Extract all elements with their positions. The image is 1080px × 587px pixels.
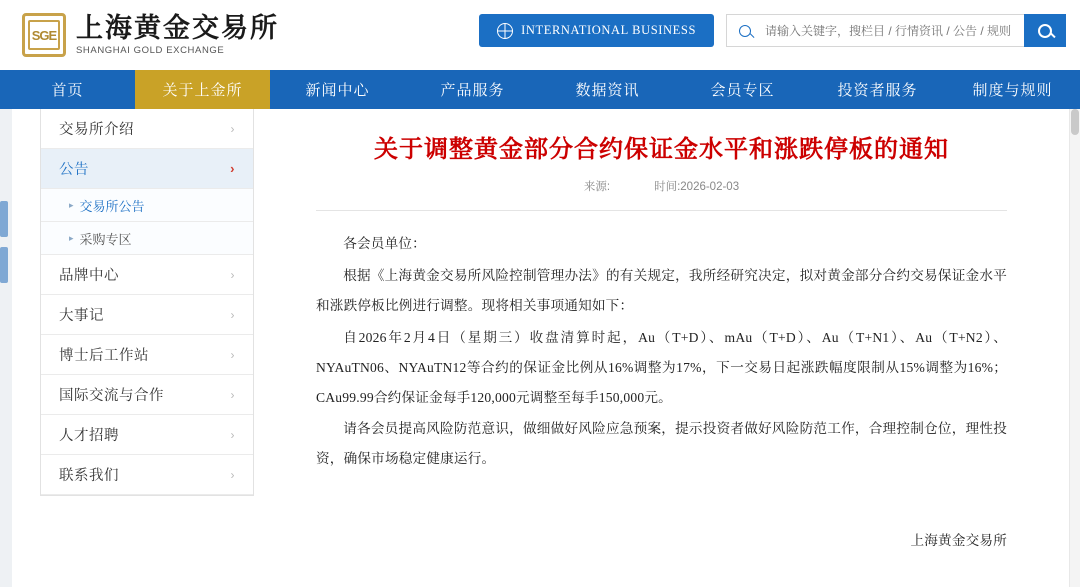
sge-logo-mark-text: SGE xyxy=(28,20,60,50)
chevron-right-icon: › xyxy=(230,121,235,136)
nav-item-products[interactable]: 产品服务 xyxy=(440,82,505,99)
site-logo[interactable] xyxy=(22,13,279,57)
left-decoration-stripe xyxy=(0,109,12,587)
chevron-right-icon: › xyxy=(230,307,235,322)
nav-item-members[interactable]: 会员专区 xyxy=(710,82,775,99)
sidebar xyxy=(40,109,254,496)
chevron-right-icon: › xyxy=(230,267,235,282)
article-paragraph: 自2026年2月4日（星期三）收盘清算时起，Au（T+D）、mAu（T+D）、Au（T+N1）、Au（T+N2）、NYAuTN06、NYAuTN12等合约的保证金比例从16%调整为17%，下一交易日起涨跌幅度限制从15%调整为16%；CAu99.99合约保证金每手120,000元调整至每手150,000元。 xyxy=(316,329,1007,405)
nav-item-home[interactable]: 首页 xyxy=(51,82,84,99)
body-area xyxy=(0,109,1080,587)
article-paragraph: 请各会员提高风险防范意识，做细做好风险应急预案，提示投资者做好风险防范工作，合理控制仓位，理性投资，确保市场稳定健康运行。 xyxy=(316,421,1007,467)
site-header xyxy=(0,0,1080,70)
bullet-icon: ▸ xyxy=(69,232,74,243)
sidebar-item-exchange-intro[interactable] xyxy=(41,109,253,149)
sidebar-item-recruitment[interactable] xyxy=(41,415,253,455)
sidebar-item-announcements[interactable] xyxy=(41,149,253,189)
sidebar-item-label: 交易所介绍 xyxy=(59,122,134,138)
sidebar-item-label: 大事记 xyxy=(59,308,104,324)
international-business-button[interactable] xyxy=(479,14,714,47)
chevron-right-icon: › xyxy=(230,347,235,362)
nav-item-rules[interactable]: 制度与规则 xyxy=(972,82,1053,99)
header-actions xyxy=(479,14,1066,47)
nav-item-news[interactable]: 新闻中心 xyxy=(305,82,370,99)
article-meta xyxy=(316,178,1007,194)
left-stripe-accent-1 xyxy=(0,201,8,237)
sidebar-item-brand-center[interactable] xyxy=(41,255,253,295)
sidebar-subitem-exchange-announcements[interactable] xyxy=(41,189,253,222)
sidebar-subitem-label: 交易所公告 xyxy=(79,198,145,214)
sidebar-item-postdoc-station[interactable] xyxy=(41,335,253,375)
international-business-label: INTERNATIONAL BUSINESS xyxy=(521,23,696,37)
chevron-right-icon: › xyxy=(230,387,235,402)
sidebar-item-label: 国际交流与合作 xyxy=(59,388,164,404)
article-title: 关于调整黄金部分合约保证金水平和涨跌停板的通知 xyxy=(374,137,949,163)
article-paragraph: 根据《上海黄金交易所风险控制管理办法》的有关规定，我所经研究决定，拟对黄金部分合约交易保证金水平和涨跌停板比例进行调整。现将相关事项通知如下： xyxy=(316,267,1007,313)
article-divider xyxy=(316,210,1007,211)
article-time: 时间:2026-02-03 xyxy=(654,181,740,193)
sidebar-item-contact-us[interactable] xyxy=(41,455,253,495)
search-box[interactable] xyxy=(726,14,1066,47)
sidebar-subitem-procurement[interactable] xyxy=(41,222,253,255)
globe-icon xyxy=(497,23,513,39)
nav-item-data[interactable]: 数据资讯 xyxy=(575,82,640,99)
sidebar-subitem-label: 采购专区 xyxy=(79,231,132,247)
article-body xyxy=(316,229,1007,556)
article-source: 来源: xyxy=(583,181,611,193)
chevron-right-icon: › xyxy=(230,161,235,176)
chevron-right-icon: › xyxy=(230,467,235,482)
sge-logo-icon xyxy=(22,13,66,57)
bullet-icon: ▸ xyxy=(69,199,74,210)
sidebar-item-milestones[interactable] xyxy=(41,295,253,335)
chevron-right-icon: › xyxy=(230,427,235,442)
page-scrollbar-thumb[interactable] xyxy=(1071,109,1079,135)
search-submit-button[interactable] xyxy=(1024,14,1066,47)
article-content xyxy=(254,109,1070,587)
search-icon xyxy=(727,15,763,46)
page-scrollbar-track[interactable] xyxy=(1070,109,1080,587)
sidebar-item-label: 人才招聘 xyxy=(59,428,119,444)
sidebar-item-label: 品牌中心 xyxy=(59,268,119,284)
left-stripe-accent-2 xyxy=(0,247,8,283)
nav-item-about[interactable]: 关于上金所 xyxy=(135,70,270,109)
nav-item-investor-services[interactable]: 投资者服务 xyxy=(837,82,918,99)
logo-title-cn: 上海黄金交易所 xyxy=(76,12,279,43)
sidebar-item-label: 联系我们 xyxy=(59,468,119,484)
article-paragraph: 各会员单位： xyxy=(343,236,426,251)
main-nav xyxy=(0,70,1080,109)
article-signature: 上海黄金交易所 xyxy=(910,533,1007,549)
logo-title-en: SHANGHAI GOLD EXCHANGE xyxy=(76,45,225,57)
sidebar-item-label: 博士后工作站 xyxy=(59,348,149,364)
sidebar-item-international-cooperation[interactable] xyxy=(41,375,253,415)
sidebar-item-label: 公告 xyxy=(59,162,89,178)
search-input[interactable] xyxy=(763,23,1024,39)
